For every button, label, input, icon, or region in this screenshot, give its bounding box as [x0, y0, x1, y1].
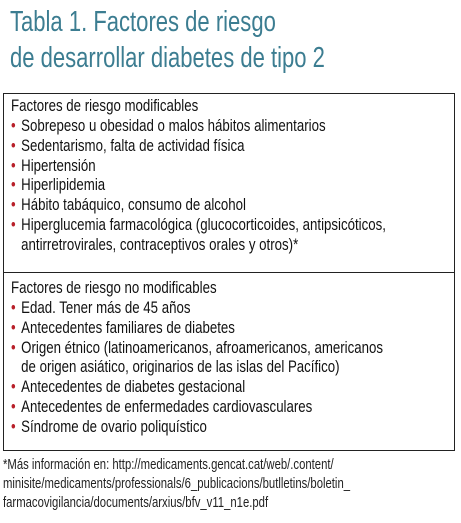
list-item: [11, 156, 456, 176]
list-item-text: Hábito tabáquico, consumo de alcohol: [21, 195, 246, 215]
list-item: [11, 136, 456, 156]
bullet-icon: •: [11, 214, 16, 234]
table-title: [10, 4, 344, 76]
section-divider: [4, 272, 454, 273]
list-item-text: Sedentarismo, falta de actividad física: [21, 135, 245, 155]
footnote-line: farmacovigilancia/documents/arxius/bfv_v11_n1e.pdf: [3, 495, 269, 511]
footnote-line: minisite/medicaments/professionals/6_publicacions/butlletins/boletin_: [3, 476, 351, 492]
bullet-icon: •: [11, 135, 16, 155]
non-modifiable-list: [11, 298, 456, 437]
list-item: [11, 175, 456, 195]
list-item-text: Sobrepeso u obesidad o malos hábitos alimentarios: [21, 116, 326, 135]
modifiable-list: [11, 116, 456, 255]
footnote: [3, 456, 440, 513]
list-item-text: de origen asiático, originarios de las islas del Pacífico): [21, 357, 340, 377]
table-title-line-2: de desarrollar diabetes de tipo 2: [10, 42, 325, 74]
table-title-line-1: Tabla 1. Factores de riesgo: [10, 6, 276, 38]
bullet-icon: •: [11, 377, 16, 397]
list-item-text: antirretrovirales, contraceptivos orales y otros)*: [21, 234, 299, 254]
list-item: [11, 417, 456, 437]
bullet-icon: •: [11, 337, 16, 357]
bullet-icon: •: [11, 396, 16, 416]
modifiable-heading: Factores de riesgo modificables: [11, 96, 199, 115]
list-item: [11, 397, 456, 417]
bullet-icon: •: [11, 175, 16, 195]
list-item: [11, 195, 456, 215]
bullet-icon: •: [11, 195, 16, 215]
bullet-icon: •: [11, 416, 16, 436]
list-item-text: Antecedentes familiares de diabetes: [21, 317, 235, 337]
modifiable-section: [4, 94, 454, 272]
bullet-icon: •: [11, 116, 16, 135]
bullet-icon: •: [11, 155, 16, 175]
list-item: [11, 338, 456, 378]
risk-factors-table: [3, 93, 455, 451]
list-item-text: Edad. Tener más de 45 años: [21, 298, 191, 317]
non-modifiable-section: [4, 276, 454, 451]
list-item-text: Origen étnico (latinoamericanos, afroamericanos, americanos: [21, 337, 384, 357]
list-item-text: Hipertensión: [21, 155, 96, 175]
list-item: [11, 298, 456, 318]
list-item: [11, 377, 456, 397]
list-item: [11, 116, 456, 136]
list-item: [11, 215, 456, 255]
list-item: [11, 318, 456, 338]
non-modifiable-heading: Factores de riesgo no modificables: [11, 278, 217, 297]
bullet-icon: •: [11, 317, 16, 337]
footnote-line: *Más información en: http://medicaments.gencat.cat/web/.content/: [3, 457, 334, 473]
list-item-text: Hiperglucemia farmacológica (glucocorticoides, antipsicóticos,: [21, 214, 386, 234]
list-item-text: Antecedentes de diabetes gestacional: [21, 377, 246, 397]
bullet-icon: •: [11, 298, 16, 317]
list-item-text: Síndrome de ovario poliquístico: [21, 416, 207, 436]
list-item-text: Antecedentes de enfermedades cardiovasculares: [21, 396, 313, 416]
list-item-text: Hiperlipidemia: [21, 175, 106, 195]
